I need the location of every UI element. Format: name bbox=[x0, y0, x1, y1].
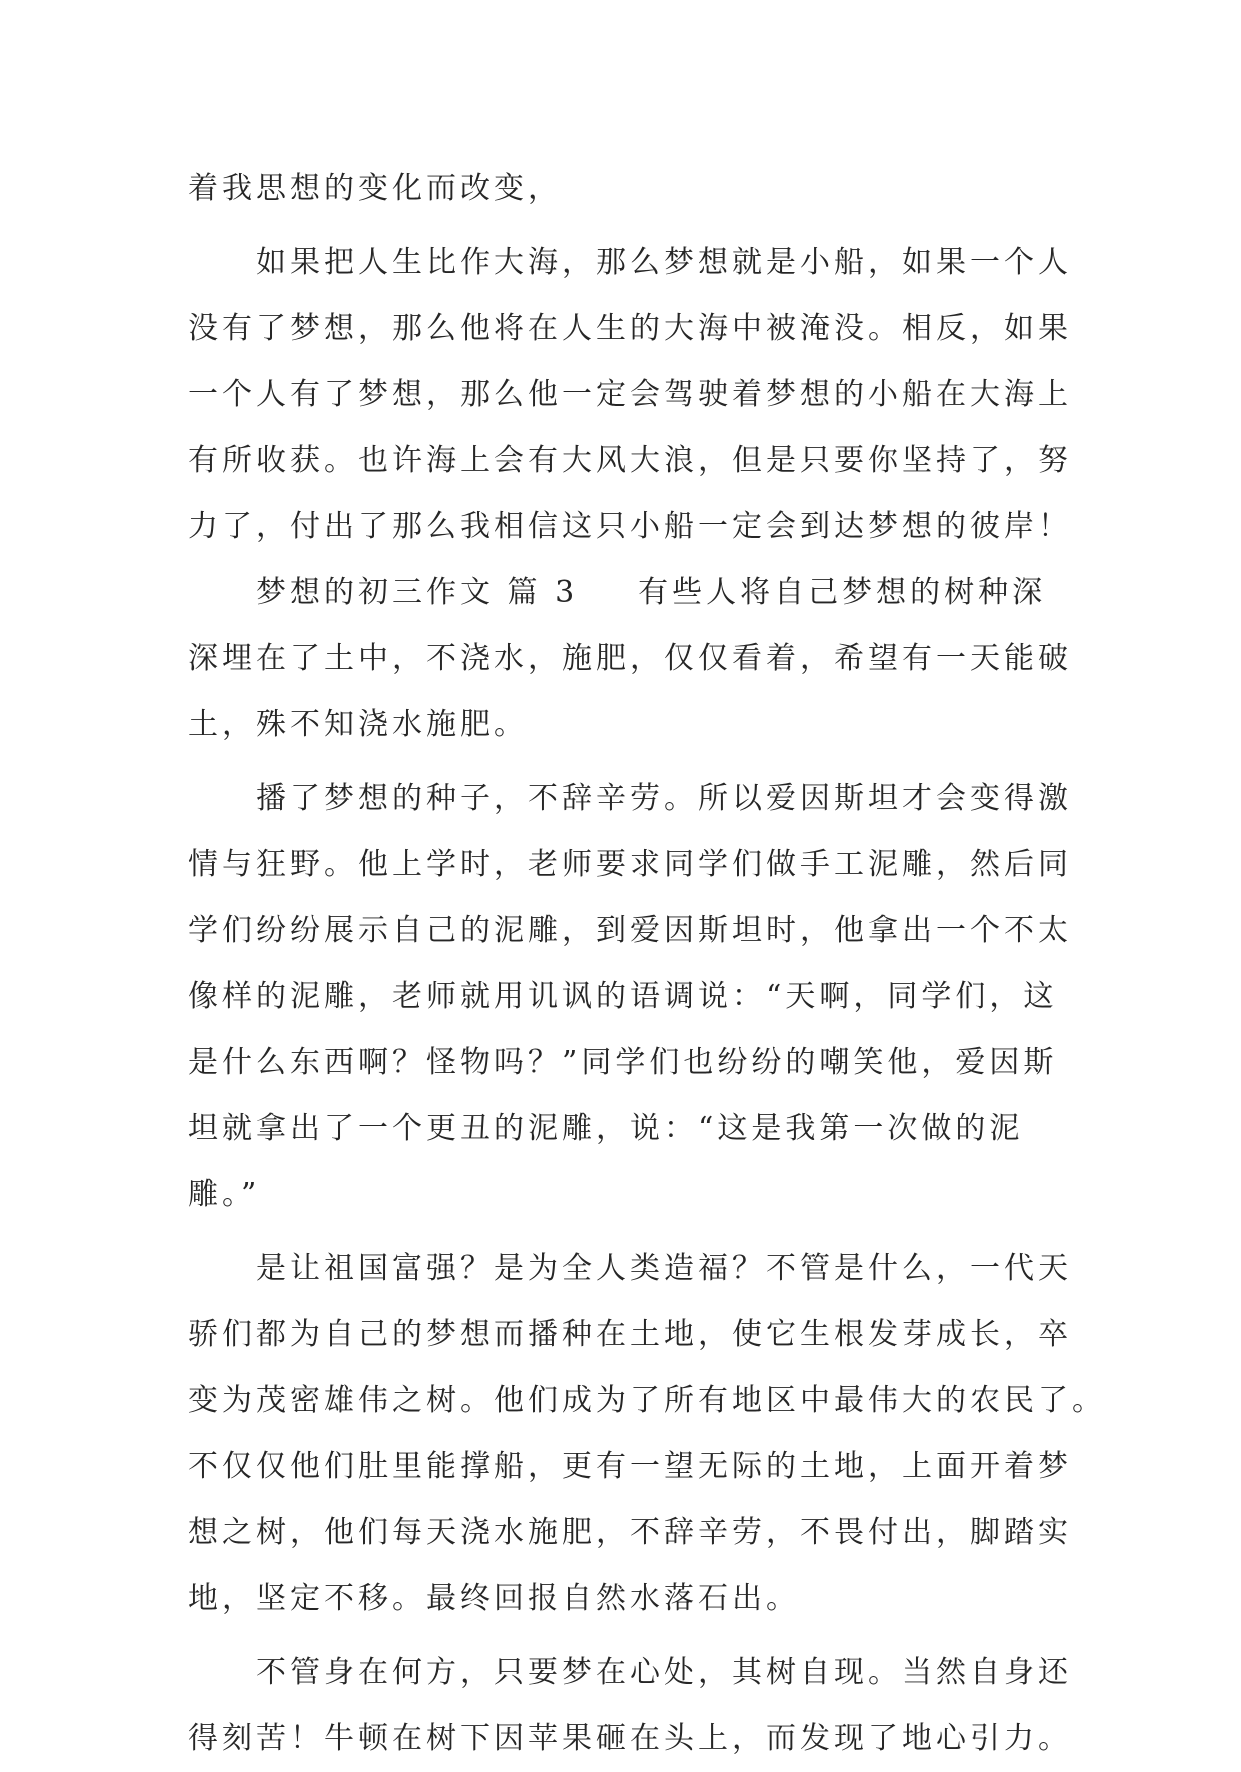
section-heading-line bbox=[188, 560, 1068, 626]
paragraph-line: 力了，付出了那么我相信这只小船一定会到达梦想的彼岸！ bbox=[188, 509, 1072, 544]
paragraph-line: 像样的泥雕，老师就用讥讽的语调说：“天啊，同学们，这 bbox=[188, 979, 1058, 1014]
paragraph-line: 是什么东西啊？怪物吗？”同学们也纷纷的嘲笑他，爱因斯 bbox=[188, 1045, 1058, 1080]
section-heading: 梦想的初三作文 篇 3 bbox=[256, 575, 579, 610]
paragraph-line: 一个人有了梦想，那么他一定会驾驶着梦想的小船在大海上 bbox=[188, 377, 1072, 412]
paragraph-line: 雕。” bbox=[188, 1177, 261, 1212]
paragraph-line: 播了梦想的种子，不辞辛劳。所以爱因斯坦才会变得激 bbox=[256, 781, 1072, 816]
paragraph-line: 是让祖国富强？是为全人类造福？不管是什么，一代天 bbox=[256, 1251, 1072, 1286]
paragraph-line: 坦就拿出了一个更丑的泥雕，说：“这是我第一次做的泥 bbox=[188, 1111, 1024, 1146]
essay-body bbox=[188, 156, 1106, 1772]
paragraph-line: 没有了梦想，那么他将在人生的大海中被淹没。相反，如果 bbox=[188, 311, 1072, 346]
paragraph-line: 情与狂野。他上学时，老师要求同学们做手工泥雕，然后同 bbox=[188, 847, 1072, 882]
paragraph-line: 着我思想的变化而改变， bbox=[188, 171, 562, 206]
paragraph-line: 不管身在何方，只要梦在心处，其树自现。当然自身还 bbox=[256, 1655, 1072, 1690]
paragraph-line: 想之树，他们每天浇水施肥，不辞辛劳，不畏付出，脚踏实 bbox=[188, 1515, 1072, 1550]
paragraph-line: 变为茂密雄伟之树。他们成为了所有地区中最伟大的农民了。 bbox=[188, 1383, 1106, 1418]
paragraph-line: 有所收获。也许海上会有大风大浪，但是只要你坚持了，努 bbox=[188, 443, 1072, 478]
paragraph-line: 地，坚定不移。最终回报自然水落石出。 bbox=[188, 1581, 800, 1616]
paragraph-line: 骄们都为自己的梦想而播种在土地，使它生根发芽成长，卒 bbox=[188, 1317, 1072, 1352]
paragraph-line: 学们纷纷展示自己的泥雕，到爱因斯坦时，他拿出一个不太 bbox=[188, 913, 1072, 948]
paragraph-line: 深埋在了土中，不浇水，施肥，仅仅看着，希望有一天能破 bbox=[188, 641, 1072, 676]
paragraph-line: 土，殊不知浇水施肥。 bbox=[188, 707, 528, 742]
paragraph-line: 得刻苦！牛顿在树下因苹果砸在头上，而发现了地心引力。 bbox=[188, 1721, 1072, 1756]
paragraph-line: 不仅仅他们肚里能撑船，更有一望无际的土地，上面开着梦 bbox=[188, 1449, 1072, 1484]
paragraph-text: 有些人将自己梦想的树种深 bbox=[638, 575, 1047, 610]
paragraph-line: 如果把人生比作大海，那么梦想就是小船，如果一个人 bbox=[256, 245, 1072, 280]
